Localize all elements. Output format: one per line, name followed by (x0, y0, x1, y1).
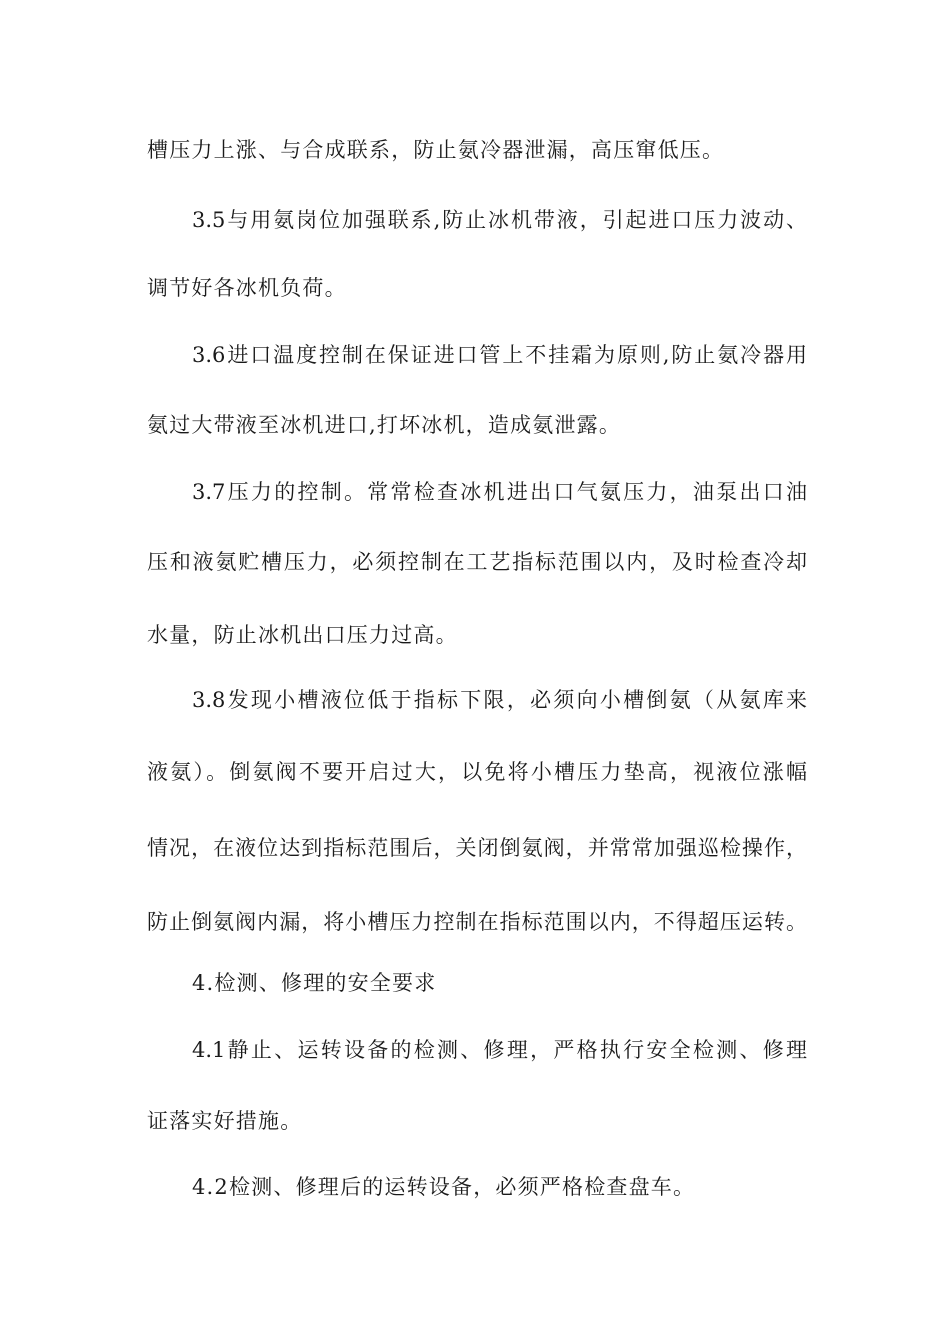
paragraph-line: 情况，在液位达到指标范围后，关闭倒氨阀，并常常加强巡检操作， (147, 836, 807, 860)
paragraph-line: 压和液氨贮槽压力，必须控制在工艺指标范围以内，及时检查冷却 (147, 550, 807, 574)
paragraph-line: 3.6进口温度控制在保证进口管上不挂霜为原则,防止氨冷器用 (192, 343, 807, 367)
paragraph-line: 槽压力上涨、与合成联系，防止氨冷器泄漏，高压窜低压。 (147, 138, 725, 162)
paragraph-line: 水量，防止冰机出口压力过高。 (147, 623, 458, 647)
paragraph-line: 氨过大带液至冰机进口,打坏冰机，造成氨泄露。 (147, 413, 622, 437)
paragraph-line: 3.5与用氨岗位加强联系,防止冰机带液，引起进口压力波动、 (192, 208, 807, 232)
paragraph-line: 调节好各冰机负荷。 (147, 276, 347, 300)
paragraph-line: 3.7压力的控制。常常检查冰机进出口气氨压力，油泵出口油 (192, 480, 807, 504)
paragraph-line: 4.1静止、运转设备的检测、修理，严格执行安全检测、修理 (192, 1038, 807, 1062)
paragraph-line: 4.2检测、修理后的运转设备，必须严格检查盘车。 (192, 1175, 696, 1199)
paragraph-line: 液氨）。倒氨阀不要开启过大，以免将小槽压力垫高，视液位涨幅 (147, 760, 807, 784)
section-heading: 4.检测、修理的安全要求 (192, 971, 437, 995)
paragraph-line: 防止倒氨阀内漏，将小槽压力控制在指标范围以内，不得超压运转。 (147, 910, 807, 934)
paragraph-line: 3.8发现小槽液位低于指标下限，必须向小槽倒氨（从氨库来 (192, 688, 807, 712)
paragraph-line: 证落实好措施。 (147, 1109, 303, 1133)
